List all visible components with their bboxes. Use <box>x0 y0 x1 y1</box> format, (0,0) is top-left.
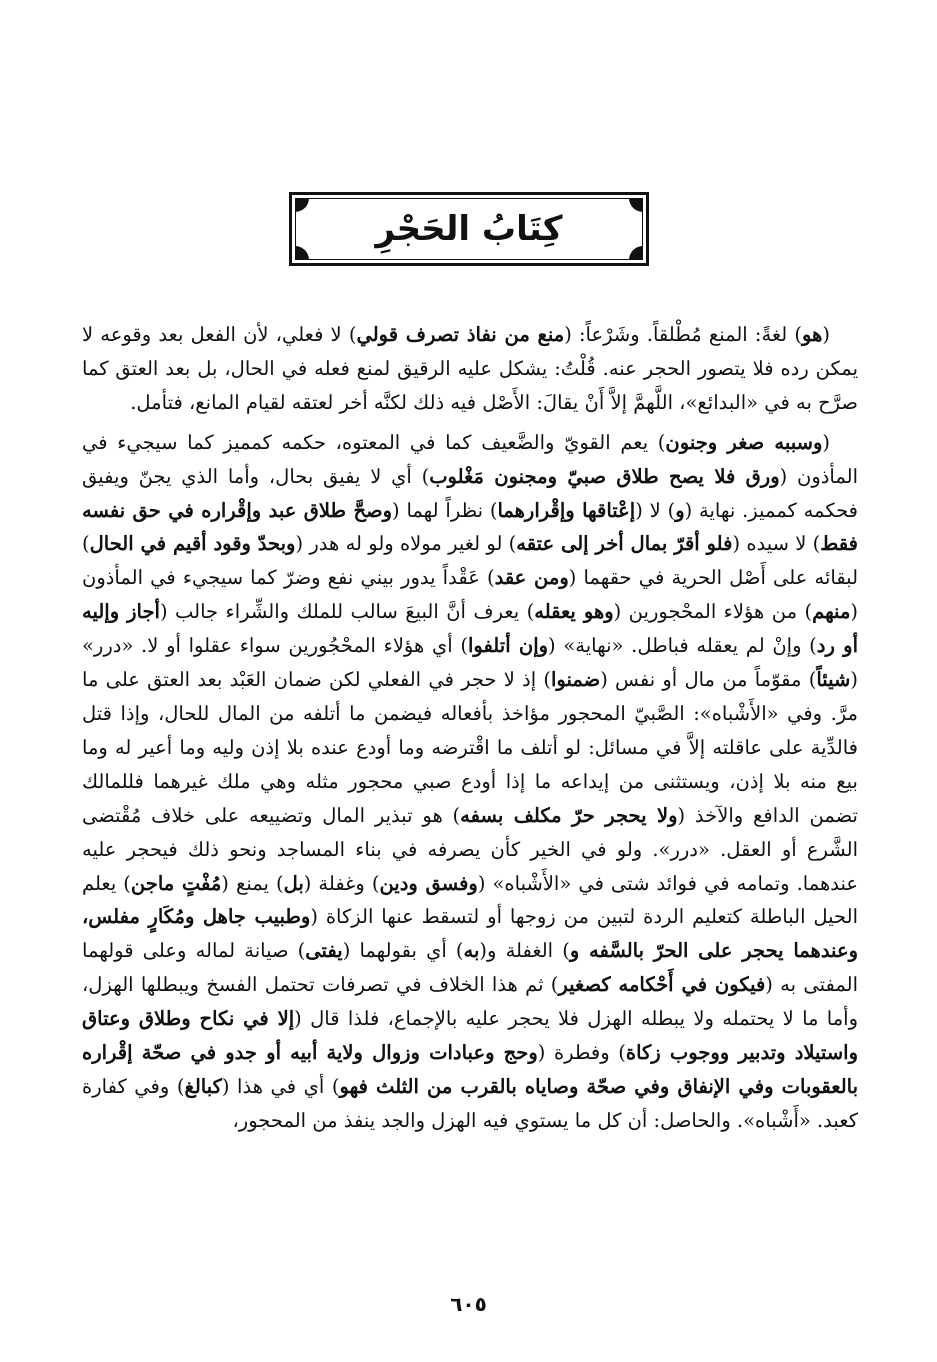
bold-text-segment: وفسق ودين <box>379 871 478 895</box>
text-segment: ) وفطرة ( <box>537 1041 626 1065</box>
text-segment: ) الغفلة و( <box>479 939 570 963</box>
paragraph-1 <box>82 318 858 420</box>
bold-text-segment: منهم <box>812 600 851 624</box>
chapter-title-frame <box>289 192 649 266</box>
bold-text-segment: منع من نفاذ تصرف قولي <box>356 323 565 346</box>
text-segment: ) وإنْ لم يعقله فباطل. «نهاية» ( <box>548 634 817 658</box>
text-segment: ) أي هؤلاء المحْجُورين سواء عقلوا أو لا. «درر» ( <box>82 634 858 692</box>
bold-text-segment: أجاز وإليه أو رد <box>82 600 858 658</box>
bold-text-segment: إعْتاقها وإقْرارهما <box>497 498 636 522</box>
text-segment: ) أي بقولهما ( <box>342 939 464 963</box>
text-segment: ) هو تبذير المال وتضييعه على خلاف مُقْتضى الشَّرع أو العقل. «درر». ولو في الخير كأن يصرفه في بناء المساجد ونحو ذلك فيحجر عليه عندهما. وتمامه في فوائد شتى في «الأَشْباه» ( <box>82 803 859 895</box>
bold-text-segment: شيئاً <box>816 668 851 692</box>
bold-text-segment: وحج وعبادات وزوال ولاية أبيه أو جدو في صحّة إقْراره بالعقوبات وفي الإنفاق وفي صحّة وصاياه بالقرب من الثلث فهو <box>82 1041 859 1098</box>
text-segment: ) أي في هذا ( <box>221 1074 340 1098</box>
text-segment: ) لا فعلي، لأن الفعل بعد وقوعه لا يمكن رده فلا يتصور الحجر عنه. قُلْتُ: يشكل عليه الرقيق لمنع فعله في الحال، بل بعد العتق كما صرَّح به في «البدائع»، اللَّهمَّ إلاَّ أَنْ يقالَ: الأَصْل فيه ذلك لكنَّه أخر لعتقه لقيام المانع، فتأمل. <box>82 323 858 414</box>
text-segment: ) لغةً: المنع مُطْلقاً. وشَرْعاً: ( <box>564 323 803 346</box>
body-text <box>82 318 858 1144</box>
bold-text-segment: بل <box>283 871 304 895</box>
text-segment: ) ثم هذا الخلاف في تصرفات تحتمل الفسخ ويبطلها الهزل، وأما ما لا يحتمله ولا يبطله الهزل فلا يحجر عليه بالإجماع، فلذا قال ( <box>82 973 859 1031</box>
bold-text-segment: فلو أقرّ بمال أخر إلى عتقه <box>516 532 733 556</box>
bold-text-segment: وإن أتلفوا <box>467 634 549 658</box>
text-segment: ) مقوّماً من مال أو نفس ( <box>600 668 817 692</box>
bold-text-segment: و <box>675 498 685 522</box>
bold-text-segment: يفتى <box>305 939 343 963</box>
bold-text-segment: وسببه صغر وجنون <box>665 430 823 454</box>
text-segment: ) نظراً لهما ( <box>392 498 498 522</box>
bold-text-segment: ورق فلا يصح طلاق صبيّ ومجنون مَغْلوب <box>429 464 780 488</box>
bold-text-segment: إلا في نكاح وطلاق وعتاق واستيلاد وتدبير ووجوب زكاة <box>82 1007 858 1065</box>
text-segment: ( <box>822 430 831 454</box>
bold-text-segment: فيكون في أَحْكامه كصغير <box>558 973 766 997</box>
chapter-title: كِتَابُ الحَجْرِ <box>375 209 563 249</box>
text-segment: ( <box>822 323 830 346</box>
text-segment: ) يعم القويّ والضَّعيف كما في المعتوه، حكمه كمميز كما سيجيء في المأذون ( <box>82 430 858 488</box>
text-segment: ) من هؤلاء المحْجورين ( <box>613 600 813 624</box>
bold-text-segment: وبحدّ وقود أقيم في الحال <box>89 532 296 556</box>
text-segment: ) عَقْداً يدور بيني نفع وضرّ كما سيجيء في المأذون ( <box>82 566 858 624</box>
text-segment: ) لبقائه على أَصْل الحرية في حقهما ( <box>82 532 859 590</box>
text-segment: ) يعرف أنَّ البيعَ سالب للملك والشِّراء جالب ( <box>159 600 535 624</box>
bold-text-segment: وصحَّ طلاق عبد وإقْراره في حق نفسه فقط <box>82 498 858 556</box>
bold-text-segment: ومن عقد <box>494 566 569 590</box>
bold-text-segment: وطبيب جاهل ومُكَارٍ مفلس، وعندهما يحجر على الحرّ بالسَّفه و <box>82 905 858 963</box>
text-segment: ) يمنع ( <box>221 871 284 895</box>
bold-text-segment: به <box>463 939 480 963</box>
bold-text-segment: ضمنوا <box>550 668 601 692</box>
paragraph-2 <box>82 426 858 1138</box>
text-segment: ) إذ لا حجر في الفعلي لكن ضمان العَبْد بعد العتق على ما مرَّ. وفي «الأَشْباه»: الصَّبيّ المحجور مؤاخذ بأفعاله فيضمن ما أتلفه من المال للحال، وإذا قتل فالدِّية على عاقلته إلاَّ في مسائل: لو أتلف ما اقْترضه وما أودع عنده بلا إذن وليه وما أعير له وما بيع منه بلا إذن، ويستثنى من إيداعه ما إذا أودع صبي محجور مثله وهي ملك غيرهما فللمالك تضمن الدافع والآخذ ( <box>82 668 858 827</box>
bold-text-segment: ولا يحجر حرّ مكلف بسفه <box>460 803 678 827</box>
text-segment: ) لو لغير مولاه ولو له هدر ( <box>295 532 517 556</box>
text-segment: ) يعلم الحيل الباطلة كتعليم الردة لتبين من زوجها أو لتسقط عنها الزكاة ( <box>82 871 858 929</box>
text-segment: ) لا سيده ( <box>732 532 821 556</box>
bold-text-segment: مُفْتٍ ماجن <box>130 871 222 895</box>
bold-text-segment: هو <box>802 323 823 346</box>
page-number: ٦٠٥ <box>450 1292 487 1316</box>
text-segment: ) صيانة لماله وعلى قولهما المفتى به ( <box>82 939 858 997</box>
bold-text-segment: وهو يعقله <box>534 600 614 624</box>
text-segment: ) أي لا يفيق بحال، وأما الذي يجنّ ويفيق فحكمه كمميز. نهاية ( <box>82 464 858 522</box>
text-segment: ) لا ( <box>635 498 676 522</box>
text-segment: ) وغفلة ( <box>303 871 380 895</box>
text-segment: ) وفي كفارة كعبد. «أَشْباه». والحاصل: أن كل ما يستوي فيه الهزل والجد ينفذ من المحجور، <box>82 1074 858 1132</box>
bold-text-segment: كبالغ <box>184 1074 222 1098</box>
